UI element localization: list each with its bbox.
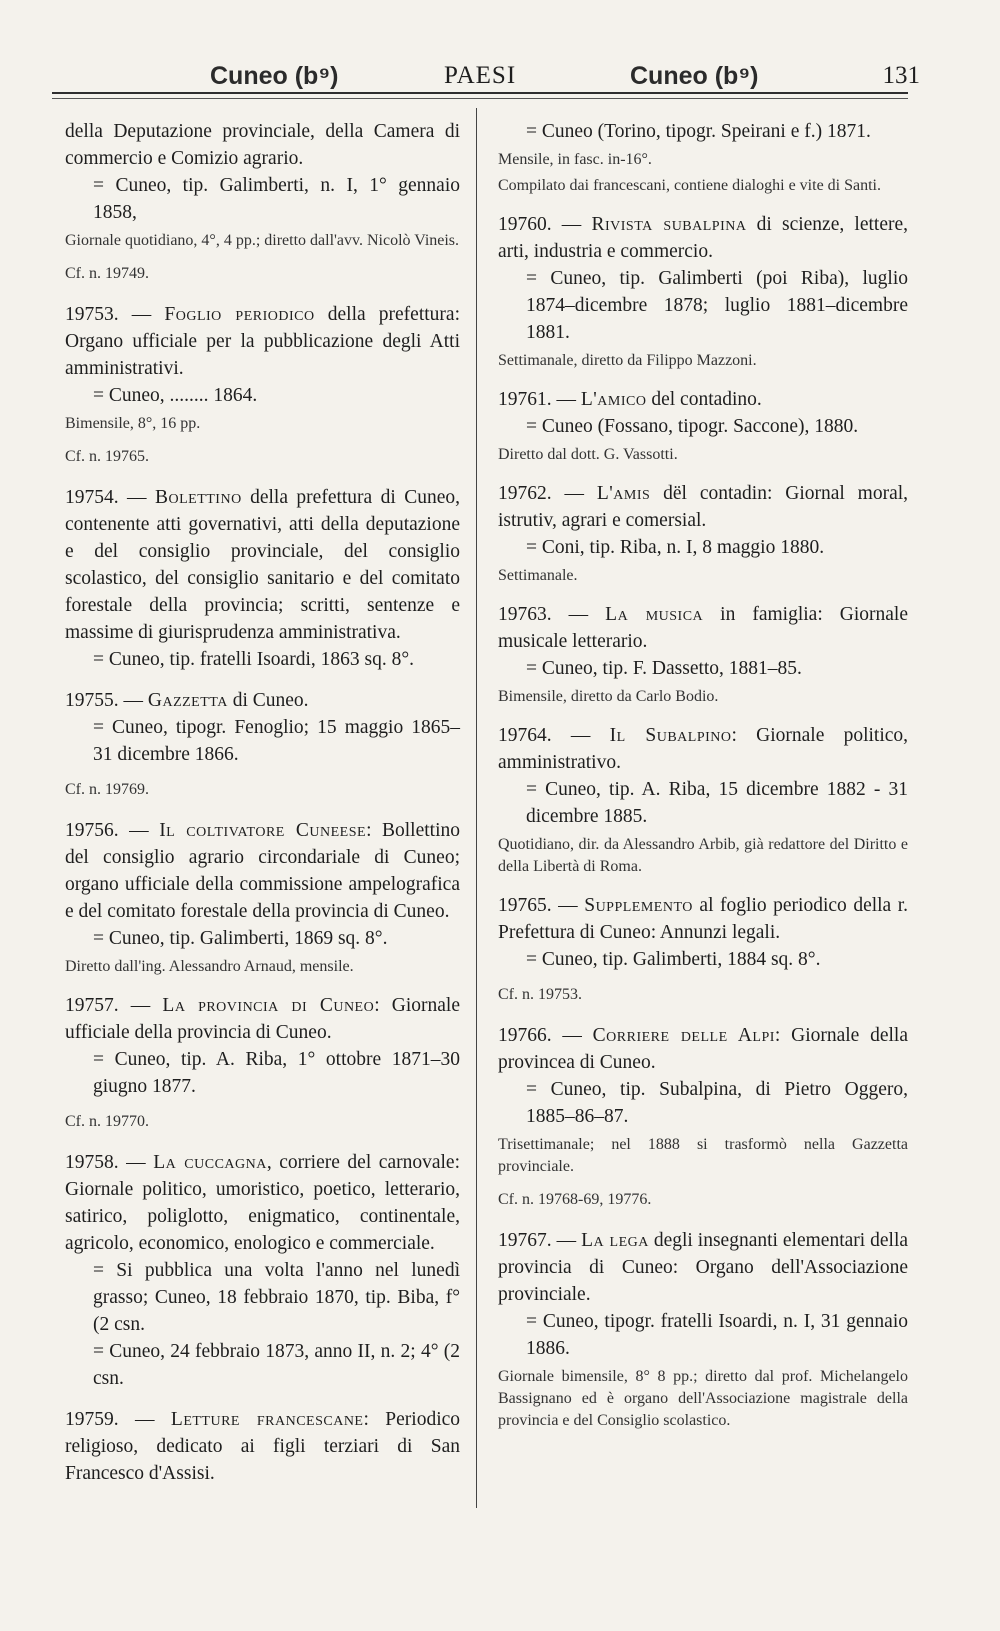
entry-number: 19760. —	[498, 214, 582, 235]
entry-name: Corriere delle Alpi	[592, 1025, 775, 1046]
entry-publication: = Cuneo, tip. fratelli Isoardi, 1863 sq. 8°.	[93, 649, 414, 670]
page-number: 131	[882, 62, 920, 89]
entry-publication: = Cuneo, tip. Galimberti, n. I, 1° gennaio 1858,	[93, 175, 460, 223]
entry-title: : Giornale della provincea di Cuneo.	[498, 1025, 908, 1073]
entry-name: Letture francescane	[170, 1409, 364, 1430]
entry-19763	[498, 601, 908, 708]
continuation-entry	[498, 118, 908, 197]
entry-title: : Giornale politico, amministrativo.	[498, 725, 909, 773]
entry-number: 19754. —	[65, 487, 147, 508]
entry-number: 19761. —	[498, 389, 576, 410]
entry-number: 19756. —	[65, 820, 149, 841]
header-rule	[52, 92, 908, 94]
entry-publication: = Cuneo, tipogr. Fenoglio; 15 maggio 1865–31 dicembre 1866.	[93, 717, 460, 765]
entry-publication: = Cuneo, tip. Galimberti (poi Riba), luglio 1874–dicembre 1878; luglio 1881–dicembre 1881.	[526, 268, 908, 343]
entry-title: del contadino.	[651, 389, 762, 410]
entry-title: della Deputazione provinciale, della Camera di commercio e Comizio agrario.	[65, 121, 460, 169]
entry-number: 19758. —	[65, 1152, 146, 1173]
entry-title: dël contadin: Giornal moral, istrutiv, agrari e comersial.	[498, 483, 909, 531]
entry-crossref: Cf. n. 19765.	[65, 448, 149, 465]
entry-title: : Periodico religioso, dedicato ai figli terziari di San Francesco d'Assisi.	[65, 1409, 461, 1484]
column-divider	[476, 108, 477, 1508]
entry-note: Bimensile, 8°, 16 pp.	[65, 415, 201, 432]
entry-note: Settimanale, diretto da Filippo Mazzoni.	[498, 352, 757, 369]
entry-publication: = Si pubblica una volta l'anno nel lunedì grasso; Cuneo, 18 febbraio 1870, tip. Biba, f° (2 csn.	[93, 1260, 460, 1335]
entry-19767	[498, 1227, 908, 1432]
entry-name: Il Subalpino	[609, 725, 732, 746]
entry-crossref: Cf. n. 19769.	[65, 781, 149, 798]
entry-number: 19763. —	[498, 604, 589, 625]
entry-publication: = Cuneo, tip. Subalpina, di Pietro Oggero, 1885–86–87.	[526, 1079, 908, 1127]
entry-name: La provincia di Cuneo	[162, 995, 375, 1016]
header-center: PAESI	[444, 62, 517, 89]
entry-19762	[498, 480, 908, 587]
entry-number: 19764. —	[498, 725, 591, 746]
entry-crossref: Cf. n. 19768-69, 19776.	[498, 1191, 652, 1208]
entry-19755	[65, 687, 460, 803]
entry-number: 19757. —	[65, 995, 151, 1016]
entry-note: Settimanale.	[498, 567, 578, 584]
entry-note: Bimensile, diretto da Carlo Bodio.	[498, 688, 719, 705]
entry-name: Foglio periodico	[164, 304, 315, 325]
entry-title: della prefettura: Organo ufficiale per la pubblicazione degli Atti amministrativi.	[65, 304, 460, 379]
entry-note: Mensile, in fasc. in-16°.	[498, 151, 652, 168]
entry-publication: = Cuneo (Torino, tipogr. Speirani e f.) 1871.	[526, 121, 871, 142]
entry-number: 19765. —	[498, 895, 578, 916]
entry-number: 19762. —	[498, 483, 584, 504]
entry-name: Supplemento	[584, 895, 693, 916]
entry-19765	[498, 892, 908, 1008]
entry-title: : Giornale ufficiale della provincia di Cuneo.	[65, 995, 461, 1043]
entry-title: : Bollettino del consiglio agrario circondariale di Cuneo; organo ufficiale della commissione ampelografica e del comitato forestale della provincia di Cuneo.	[65, 820, 461, 922]
entry-publication: = Cuneo, ........ 1864.	[93, 385, 258, 406]
entry-title: di Cuneo.	[232, 690, 309, 711]
entry-note-2: Compilato dai francescani, contiene dialoghi e vite di Santi.	[498, 177, 881, 194]
entry-publication: = Cuneo, tip. F. Dassetto, 1881–85.	[526, 658, 802, 679]
entry-name: Il coltivatore Cuneese	[159, 820, 367, 841]
entry-title: della prefettura di Cuneo, contenente atti governativi, atti della deputazione e del consiglio provinciale, del consiglio scolastico, del consiglio sanitario e del comitato forestale della provincia; scritti, sentenze e massime di giurisprudenza amministrativa.	[65, 487, 460, 643]
entry-title: , corriere del carnovale: Giornale politico, umoristico, poetico, letterario, satirico, poliglotto, enigmatico, continentale, agricolo, economico, enologico e commerciale.	[65, 1152, 461, 1254]
entry-crossref: Cf. n. 19753.	[498, 986, 582, 1003]
entry-name: La cuccagna	[153, 1152, 267, 1173]
header-right: Cuneo (b⁹)	[630, 62, 759, 90]
entry-19757	[65, 992, 460, 1135]
entry-publication: = Cuneo, tip. Galimberti, 1884 sq. 8°.	[526, 949, 821, 970]
entry-name: Bolettino	[154, 487, 242, 508]
entry-number: 19755. —	[65, 690, 143, 711]
entry-19756	[65, 817, 460, 978]
entry-number: 19767. —	[498, 1230, 577, 1251]
running-header	[40, 52, 920, 92]
entry-19758	[65, 1149, 460, 1392]
entry-number: 19753. —	[65, 304, 152, 325]
entry-title: al foglio periodico della r. Prefettura di Cuneo: Annunzi legali.	[498, 895, 909, 943]
entry-19764	[498, 722, 908, 878]
entry-19754	[65, 484, 460, 673]
entry-title: di scienze, lettere, arti, industria e commercio.	[498, 214, 909, 262]
entry-19753	[65, 301, 460, 470]
entry-number: 19759. —	[65, 1409, 155, 1430]
entry-publication: = Cuneo (Fossano, tipogr. Saccone), 1880.	[526, 416, 859, 437]
header-left: Cuneo (b⁹)	[210, 62, 339, 90]
entry-name: La musica	[605, 604, 704, 625]
right-column	[498, 118, 908, 1446]
entry-publication: = Coni, tip. Riba, n. I, 8 maggio 1880.	[526, 537, 825, 558]
entry-note: Giornale bimensile, 8° 8 pp.; diretto dal prof. Michelangelo Bassignano ed è organo dell'Associazione magistrale della provincia e del Consiglio scolastico.	[498, 1368, 908, 1429]
left-column	[65, 118, 460, 1501]
entry-19760	[498, 211, 908, 372]
continuation-entry	[65, 118, 460, 287]
entry-19759	[65, 1406, 460, 1487]
entry-note: Giornale quotidiano, 4°, 4 pp.; diretto dall'avv. Nicolò Vineis.	[65, 232, 460, 249]
entry-publication-2: = Cuneo, 24 febbraio 1873, anno II, n. 2; 4° (2 csn.	[93, 1341, 460, 1389]
entry-name: L'amico	[580, 389, 647, 410]
entry-title: degli insegnanti elementari della provincia di Cuneo: Organo dell'Associazione provinciale.	[498, 1230, 909, 1305]
header-rule-thin	[52, 98, 908, 99]
entry-publication: = Cuneo, tip. Galimberti, 1869 sq. 8°.	[93, 928, 388, 949]
entry-note: Trisettimanale; nel 1888 si trasformò nella Gazzetta provinciale.	[498, 1136, 908, 1175]
entry-publication: = Cuneo, tip. A. Riba, 15 dicembre 1882 - 31 dicembre 1885.	[526, 779, 908, 827]
entry-crossref: Cf. n. 19749.	[65, 265, 149, 282]
entry-publication: = Cuneo, tip. A. Riba, 1° ottobre 1871–30 giugno 1877.	[93, 1049, 460, 1097]
entry-number: 19766. —	[498, 1025, 582, 1046]
entry-note: Diretto dall'ing. Alessandro Arnaud, mensile.	[65, 958, 354, 975]
entry-note: Quotidiano, dir. da Alessandro Arbib, già redattore del Diritto e della Libertà di Roma.	[498, 836, 908, 875]
entry-note: Diretto dal dott. G. Vassotti.	[498, 446, 678, 463]
entry-crossref: Cf. n. 19770.	[65, 1113, 149, 1130]
entry-publication: = Cuneo, tipogr. fratelli Isoardi, n. I, 31 gennaio 1886.	[526, 1311, 908, 1359]
entry-name: Gazzetta	[147, 690, 228, 711]
entry-name: Rivista subalpina	[591, 214, 747, 235]
entry-name: L'amis	[596, 483, 651, 504]
entry-title: in famiglia: Giornale musicale letterario.	[498, 604, 908, 652]
entry-name: La lega	[581, 1230, 649, 1251]
entry-19766	[498, 1022, 908, 1213]
entry-19761	[498, 386, 908, 466]
